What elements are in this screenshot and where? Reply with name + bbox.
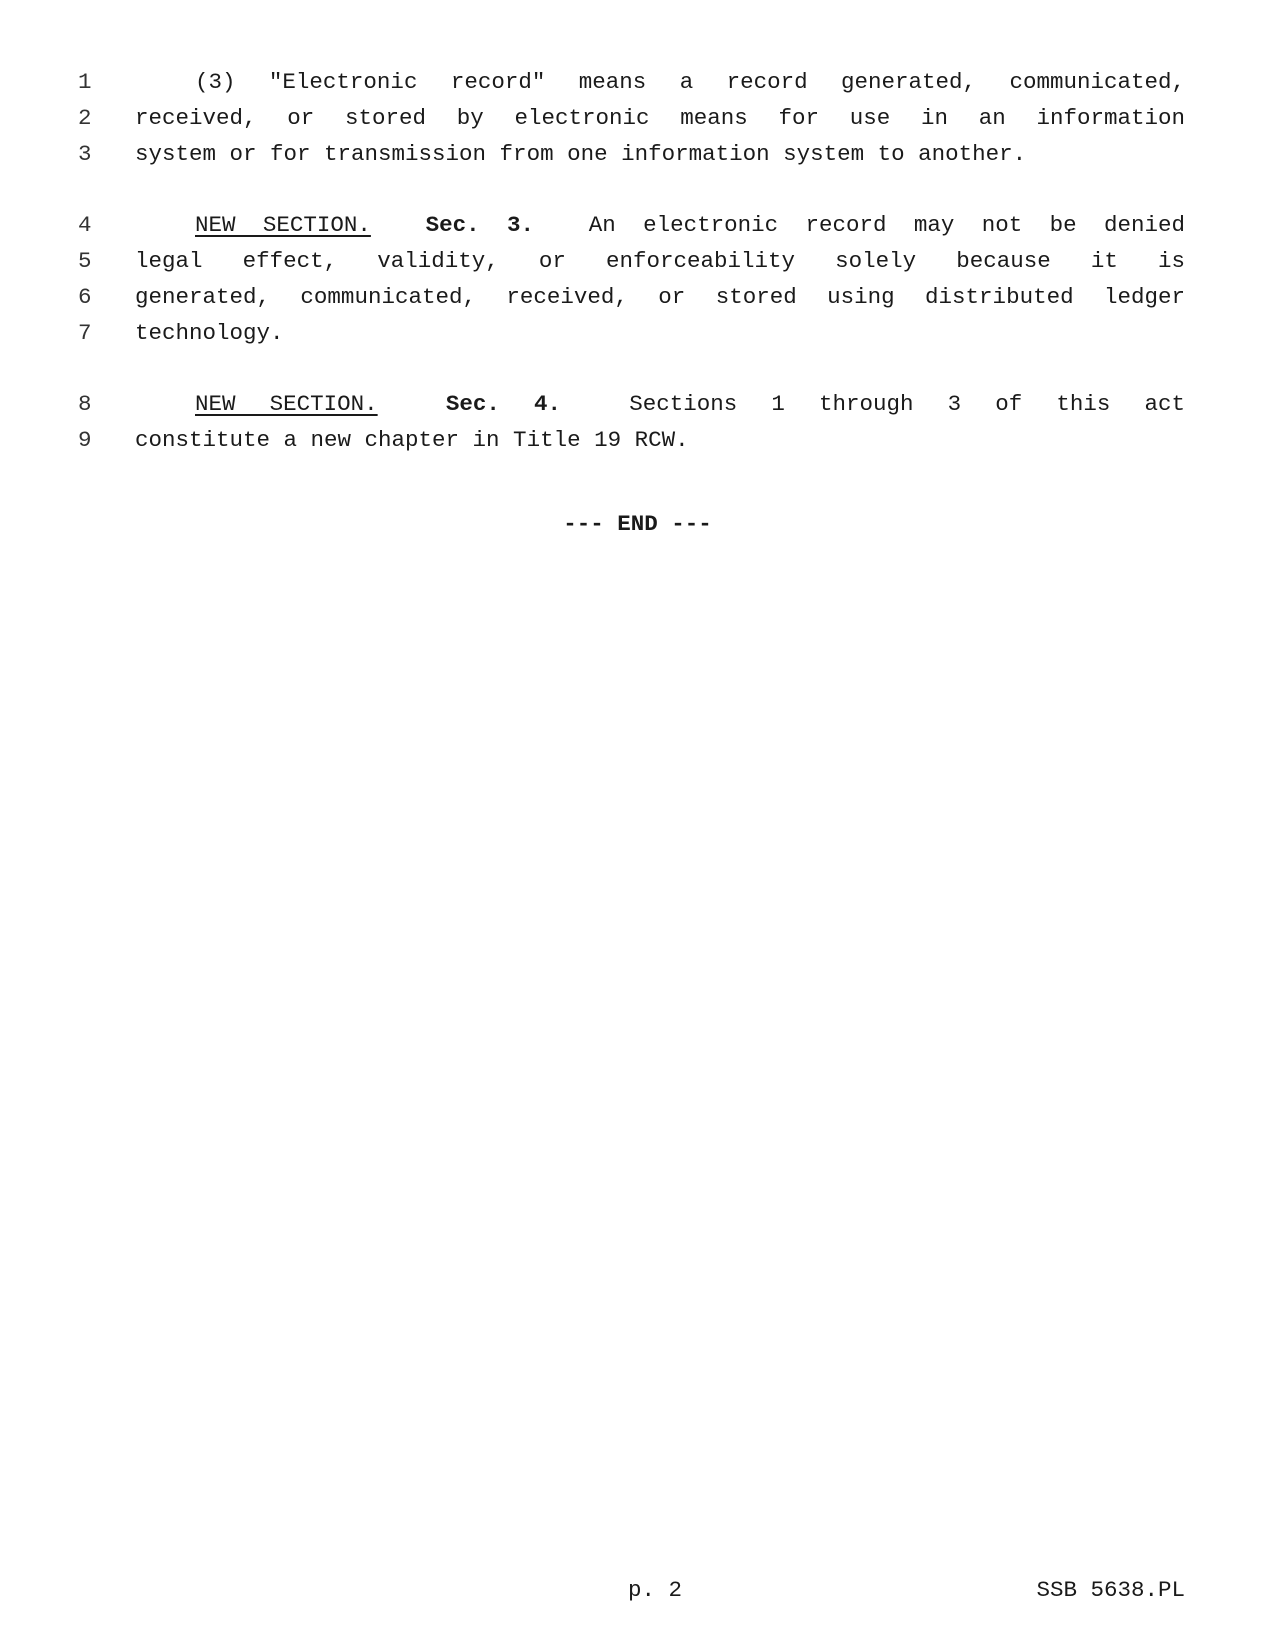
line-text-segment: received, or stored by electronic means for use in an information [135,105,1185,131]
line-text [135,243,1185,279]
document-line-6 [0,279,1275,315]
document-line-9 [0,422,1275,458]
document-line-1 [0,64,1275,100]
line-text-segment [371,212,426,238]
line-text [195,64,1185,100]
line-text-segment: generated, communicated, received, or stored using distributed ledger [135,284,1185,310]
line-text [195,207,1185,243]
document-line-3 [0,136,1275,172]
section-number: Sec. 3. [425,212,535,238]
line-number: 5 [78,248,92,274]
line-number: 3 [78,141,92,167]
line-number: 4 [78,212,92,238]
line-text-segment: An electronic record may not be denied [534,212,1185,238]
line-number: 8 [78,391,92,417]
document-line-5 [0,243,1275,279]
line-text-segment: technology. [135,320,284,346]
document-line-4 [0,207,1275,243]
line-text-segment: constitute a new chapter in Title 19 RCW. [135,427,689,453]
line-text-segment: legal effect, validity, or enforceability solely because it is [135,248,1185,274]
line-text-segment: Sections 1 through 3 of this act [561,391,1185,417]
document-line-8 [0,386,1275,422]
line-text [195,386,1185,422]
line-number: 9 [78,427,92,453]
line-text [135,100,1185,136]
line-number: 2 [78,105,92,131]
line-text-segment: system or for transmission from one information system to another. [135,141,1027,167]
line-text [135,136,1185,172]
new-section-label: NEW SECTION. [195,212,371,238]
line-text-segment: (3) "Electronic record" means a record generated, communicated, [195,69,1185,95]
end-marker: --- END --- [563,511,712,537]
line-text [135,279,1185,315]
bill-identifier: SSB 5638.PL [1036,1577,1185,1603]
line-number: 1 [78,69,92,95]
document-line-2 [0,100,1275,136]
line-text [135,315,1185,351]
line-number: 6 [78,284,92,310]
line-text [135,422,1185,458]
line-text-segment [378,391,446,417]
line-number: 7 [78,320,92,346]
section-number: Sec. 4. [445,391,562,417]
page-number: p. 2 [628,1577,683,1603]
document-line-7 [0,315,1275,351]
new-section-label: NEW SECTION. [195,391,378,417]
